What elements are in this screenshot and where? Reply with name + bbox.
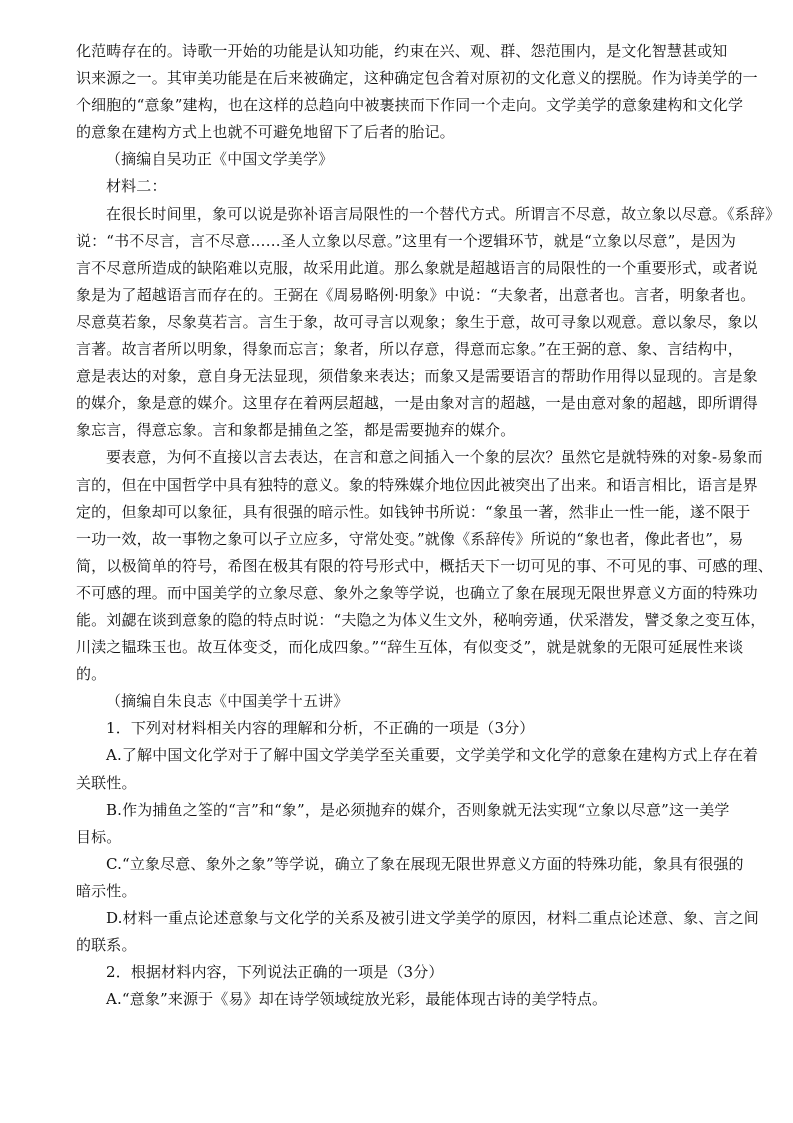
paragraph-3-line: 定的，但象却可以象征，具有很强的暗示性。如钱钟书所说：“象虽一著，然非止一性一能，遂不限于 [76,502,751,521]
paragraph-2-line: 意是表达的对象，意自身无法显现，须借象来表达；而象又是需要语言的帮助作用得以显现的。言是象 [76,367,758,386]
paragraph-3-line: 能。刘勰在谈到意象的隐的特点时说：“夫隐之为体义生文外，秘响旁通，伏采潜发，譬爻象之变互体， [76,610,766,629]
q1-option-c-cont: 暗示性。 [76,881,137,900]
paragraph-3-line: 言的，但在中国哲学中具有独特的意义。象的特殊媒介地位因此被突出了出来。和语言相比，语言是界 [76,475,758,494]
paragraph-1-line: 的意象在建构方式上也就不可避免地留下了后者的胎记。 [76,123,455,142]
paragraph-3-line: 一功一效，故一事物之象可以孑立应多，守常处变。”就像《系辞传》所说的“象也者，像此者也”，易 [76,529,744,548]
question-2-stem: 2．根据材料内容，下列说法正确的一项是（3分） [106,963,444,982]
paragraph-2-line: 的媒介，象是意的媒介。这里存在着两层超越，一是由象对言的超越，一是由意对象的超越，即所谓得 [76,394,758,413]
q1-option-b: B.作为捕鱼之筌的“言”和“象”，是必须抛弃的媒介，否则象就无法实现“立象以尽意”这一美学 [106,800,730,819]
paragraph-2-line: 象是为了超越语言而存在的。王弼在《周易略例·明象》中说：“夫象者，出意者也。言者，明象者也。 [76,285,756,304]
paragraph-2-line: 在很长时间里，象可以说是弥补语言局限性的一个替代方式。所谓言不尽意，故立象以尽意。《系辞》 [106,204,781,223]
q1-option-c: C.“立象尽意、象外之象”等学说，确立了象在展现无限世界意义方面的特殊功能，象具有很强的 [106,854,744,873]
source-citation-2: （摘编自朱良志《中国美学十五讲》 [106,692,349,711]
source-citation-1: （摘编自吴功正《中国文学美学》 [106,150,334,169]
paragraph-1-line: 化范畴存在的。诗歌一开始的功能是认知功能，约束在兴、观、群、怨范围内，是文化智慧甚或知 [76,42,728,60]
document-page [76,38,781,1013]
q2-option-a: A.“意象”来源于《易》却在诗学领域绽放光彩，最能体现古诗的美学特点。 [106,990,608,1009]
paragraph-3-line: 不可感的理。而中国美学的立象尽意、象外之象等学说，也确立了象在展现无限世界意义方面的特殊功 [76,583,758,602]
q1-option-b-cont: 目标。 [76,827,122,846]
paragraph-3-line: 川渎之韫珠玉也。故互体变爻，而化成四象。”“辞生互体，有似变爻”，就是就象的无限可延展性来谈 [76,638,744,657]
paragraph-1-line: 个细胞的“意象”建构，也在这样的总趋向中被裹挟而下作同一个走向。文学美学的意象建构和文化学 [76,96,744,115]
question-1-stem: 1．下列对材料相关内容的理解和分析，不正确的一项是（3分） [106,719,535,738]
paragraph-2-line: 言著。故言者所以明象，得象而忘言；象者，所以存意，得意而忘象。”在王弼的意、象、言结构中， [76,340,743,359]
material-2-label: 材料二： [106,177,167,196]
paragraph-2-line: 象忘言，得意忘象。言和象都是捕鱼之筌，都是需要抛弃的媒介。 [76,421,516,440]
paragraph-2-line: 说：“书不尽言，言不尽意……圣人立象以尽意。”这里有一个逻辑环节，就是“立象以尽意”，是因为 [76,231,737,250]
paragraph-2-line: 尽意莫若象，尽象莫若言。言生于象，故可寻言以观象；象生于意，故可寻象以观意。意以象尽，象以 [76,312,758,331]
paragraph-3-line: 要表意，为何不直接以言去表达，在言和意之间插入一个象的层次？虽然它是就特殊的对象-易象而 [106,448,763,467]
q1-option-d: D.材料一重点论述意象与文化学的关系及被引进文学美学的原因，材料二重点论述意、象、言之间 [106,909,759,927]
q1-option-a-cont: 关联性。 [76,773,137,792]
paragraph-1-line: 识来源之一。其审美功能是在后来被确定，这种确定包含着对原初的文化意义的摆脱。作为诗美学的一 [76,69,758,88]
paragraph-2-line: 言不尽意所造成的缺陷难以克服，故采用此道。那么象就是超越语言的局限性的一个重要形式，或者说 [76,258,758,277]
paragraph-3-line: 的。 [76,665,107,684]
paragraph-3-line: 简，以极简单的符号，希图在极其有限的符号形式中，概括天下一切可见的事、不可见的事、可感的理、 [76,556,773,575]
q1-option-a: A.了解中国文化学对于了解中国文学美学至关重要，文学美学和文化学的意象在建构方式上存在着 [106,746,759,765]
q1-option-d-cont: 的联系。 [76,936,137,955]
